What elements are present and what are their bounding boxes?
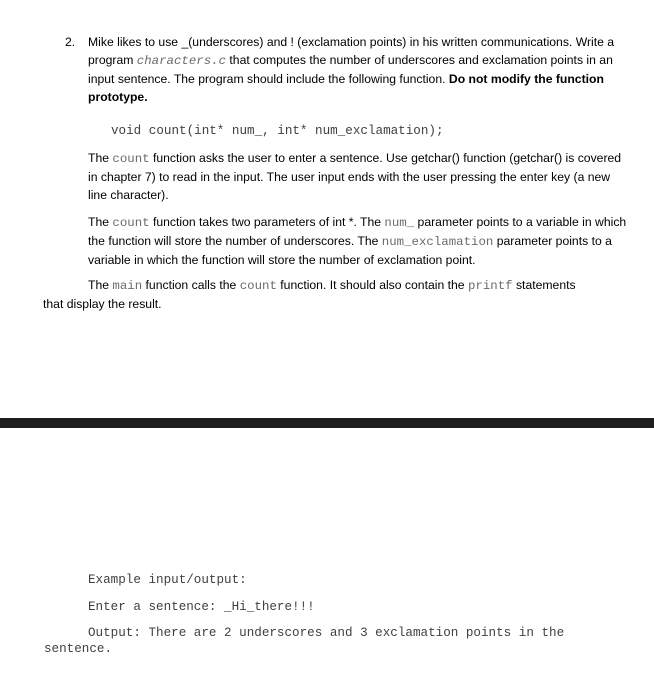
p2-text-a: The bbox=[88, 151, 113, 165]
function-prototype: void count(int* num_, int* num_exclamation); bbox=[111, 124, 444, 138]
example-output-continuation: sentence. bbox=[44, 642, 113, 656]
example-output-line: Output: There are 2 underscores and 3 exclamation points in the bbox=[88, 626, 565, 640]
count-description-paragraph bbox=[88, 149, 628, 204]
do-not-modify-note: Do not modify the function prototype. bbox=[88, 72, 604, 104]
num-underscore-param: num_ bbox=[384, 216, 415, 230]
question-number: 2. bbox=[65, 35, 76, 49]
p4-text-d: statements bbox=[512, 278, 576, 292]
printf-name: printf bbox=[467, 279, 513, 293]
example-input-line: Enter a sentence: _Hi_there!!! bbox=[88, 600, 315, 614]
intro-text-b: that computes the number of underscores and exclamation points in an input sentence. The program should include the following function. bbox=[88, 53, 613, 86]
count-fn-name: count bbox=[239, 279, 277, 293]
p3-text-d: parameter points to a variable in which the function will store the number of exclamation point. bbox=[88, 234, 612, 267]
num-exclamation-param: num_exclamation bbox=[381, 235, 494, 249]
p4-text-b: function calls the bbox=[142, 278, 240, 292]
section-divider bbox=[0, 418, 654, 428]
filename: characters.c bbox=[136, 54, 227, 68]
p3-text-b: function takes two parameters of int *. The bbox=[149, 215, 385, 229]
question-intro-paragraph bbox=[88, 33, 628, 106]
main-fn-name: main bbox=[112, 279, 143, 293]
parameters-paragraph bbox=[88, 213, 628, 269]
count-fn-name: count bbox=[112, 216, 150, 230]
p2-text-b: function asks the user to enter a sentence. Use getchar() function (getchar() is covered in chapter 7) to read in the input. The user input ends with the user pressing the enter key (a new line character). bbox=[88, 151, 622, 202]
intro-text-a: Mike likes to use _(underscores) and ! (exclamation points) in his written communications. Write a program bbox=[88, 35, 615, 67]
count-fn-name: count bbox=[112, 152, 150, 166]
p3-text-a: The bbox=[88, 215, 113, 229]
p3-text-c: parameter points to a variable in which the function will store the number of underscores. The bbox=[88, 215, 627, 248]
p4-text-c: function. It should also contain the bbox=[276, 278, 468, 292]
p4-text-e: that display the result. bbox=[43, 297, 162, 311]
p4-text-a: The bbox=[88, 278, 113, 292]
example-heading: Example input/output: bbox=[88, 573, 247, 587]
main-function-paragraph bbox=[43, 276, 628, 313]
